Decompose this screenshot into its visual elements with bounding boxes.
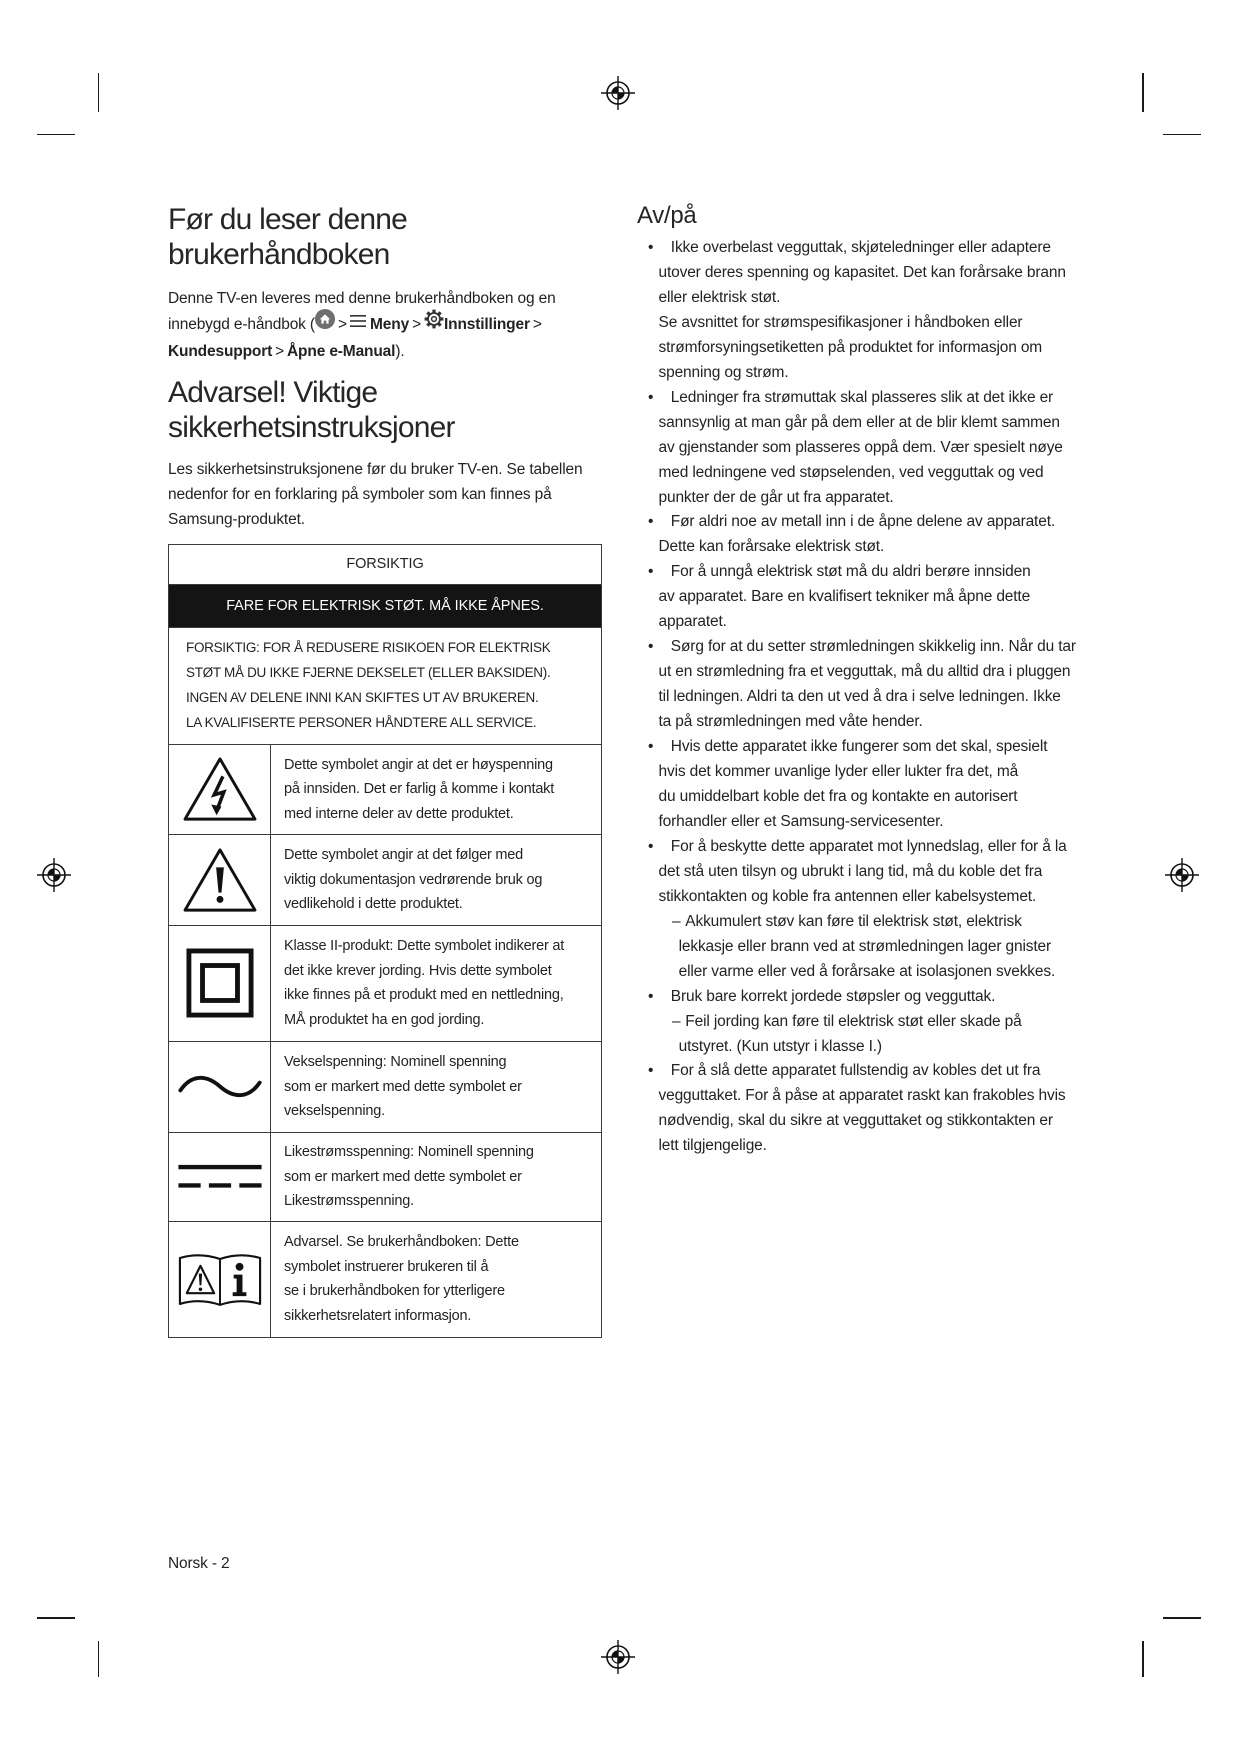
symbol-description: Vekselspenning: Nominell spenning som er markert med dette symbolet er vekselspenning. xyxy=(284,1053,522,1120)
registration-mark-icon xyxy=(598,1637,638,1677)
path-separator: > xyxy=(412,316,421,334)
bullet-marker: • xyxy=(648,513,654,531)
intro-line: Denne TV-en leveres med denne brukerhåndboken og en xyxy=(168,290,556,307)
symbol-description: Klasse II-produkt: Dette symbolet indikerer at det ikke krever jording. Hvis dette symbolet ikke finnes på et produkt med en nettledning, MÅ produktet ha en god jording. xyxy=(284,938,565,1029)
symbol-row xyxy=(169,745,601,836)
list-item xyxy=(637,510,1076,560)
menu-icon xyxy=(350,311,366,336)
list-item-text: Før aldri noe av metall inn i de åpne delene av apparatet. Dette kan forårsake elektrisk støt. xyxy=(658,513,1056,556)
ac-voltage-sine-icon xyxy=(169,1042,271,1132)
gear-icon xyxy=(424,309,444,337)
list-item xyxy=(637,236,1076,386)
crop-mark xyxy=(1142,1641,1144,1677)
intro-paragraph xyxy=(168,286,556,364)
intro-support-line xyxy=(168,339,556,364)
shock-danger-banner: FARE FOR ELEKTRISK STØT. MÅ IKKE ÅPNES. xyxy=(169,585,601,629)
warning-paragraph: Les sikkerhetsinstruksjonene før du bruker TV-en. Se tabellen nedenfor for en forklaring på symboler som kan finnes på Samsung-produktet. xyxy=(168,461,583,528)
list-item xyxy=(637,635,1076,735)
list-item xyxy=(637,1059,1076,1159)
symbol-row xyxy=(169,1042,601,1133)
symbol-description: Dette symbolet angir at det følger med viktig dokumentasjon vedrørende bruk og vedlikehold i dette produktet. xyxy=(284,847,543,913)
power-safety-list xyxy=(637,236,1076,1159)
list-item-text: Hvis dette apparatet ikke fungerer som det skal, spesielt hvis det kommer uvanlige lyder eller lukter fra det, må du umiddelbart koble det fra og kontakte en autorisert forhandler eller et Samsung-servicesenter. xyxy=(658,738,1048,830)
crop-mark xyxy=(37,1617,75,1619)
symbol-description: Likestrømsspenning: Nominell spenning som er markert med dette symbolet er Likestrømsspenning. xyxy=(284,1143,534,1210)
settings-label: Innstillinger xyxy=(443,316,530,334)
list-item xyxy=(637,985,1076,1010)
list-item-text: For å unngå elektrisk støt må du aldri berøre innsiden av apparatet. Bare en kvalifisert tekniker må åpne dette apparatet. xyxy=(658,563,1031,631)
registration-mark-icon xyxy=(598,73,638,113)
symbol-description: Advarsel. Se brukerhåndboken: Dette symbolet instruerer brukeren til å se i brukerhåndboken for ytterligere sikkerhetsrelatert informasjon. xyxy=(284,1234,519,1325)
intro-text: ). xyxy=(395,343,405,360)
bullet-marker: • xyxy=(648,563,654,581)
path-separator: > xyxy=(337,316,347,334)
list-sub-item xyxy=(637,910,1076,985)
list-item-text: For å beskytte dette apparatet mot lynnedslag, eller for å la det stå uten tilsyn og ubrukt i lang tid, må du koble det fra stikkontakten og koble fra antennen eller kabelsystemet. xyxy=(658,837,1067,905)
caution-notice: FORSIKTIG: FOR Å REDUSERE RISIKOEN FOR ELEKTRISK STØT MÅ DU IKKE FJERNE DEKSELET (ELLER BAKSIDEN). INGEN AV DELENE INNI KAN SKIFTES UT AV BRUKEREN. LA KVALIFISERTE PERSONER HÅNDTERE ALL SERVICE. xyxy=(169,628,601,744)
list-sub-item-text: Feil jording kan føre til elektrisk støt eller skade på utstyret. (Kun utstyr i klasse I.) xyxy=(678,1012,1022,1055)
path-separator: > xyxy=(532,316,542,334)
list-item xyxy=(637,835,1076,910)
menu-label: Meny xyxy=(370,316,410,334)
list-item-text: Ikke overbelast vegguttak, skjøteledninger eller adaptere utover deres spenning og kapasitet. Det kan forårsake brann eller elektrisk støt. Se avsnittet for strømspesifikasjoner i håndboken eller strømforsyningsetiketten på produktet for informasjon om spenning og strøm. xyxy=(658,239,1066,381)
dc-voltage-icon xyxy=(169,1133,271,1221)
bullet-marker: • xyxy=(648,738,654,756)
list-item xyxy=(637,386,1076,511)
manual-label: Åpne e-Manual xyxy=(287,343,396,360)
list-item-text: Ledninger fra strømuttak skal plasseres slik at det ikke er sannsynlig at man går på dem eller at de blir klemt sammen av gjenstander som plasseres oppå dem. Vær spesielt nøye med ledningene ved støpselenden, ved vegguttak og ved punkter der de går ut fra apparatet. xyxy=(658,388,1063,506)
crop-mark xyxy=(1142,73,1144,112)
bullet-marker: • xyxy=(648,239,654,256)
page-title: Før du leser denne brukerhåndboken xyxy=(168,203,408,271)
page-number: Norsk - 2 xyxy=(168,1555,230,1572)
intro-menu-path-line xyxy=(168,311,556,339)
read-manual-warning-icon xyxy=(169,1222,271,1337)
list-item xyxy=(637,735,1076,835)
list-item-text: Sørg for at du setter strømledningen skikkelig inn. Når du tar ut en strømledning fra et vegguttak, må du alltid dra i pluggen til ledningen. Aldri ta den ut ved å dra i selve ledningen. Ikke ta på strømledningen med våte hender. xyxy=(658,638,1076,731)
bullet-marker: • xyxy=(648,638,654,656)
bullet-marker: • xyxy=(648,388,654,406)
crop-mark xyxy=(1163,134,1201,136)
dash-marker: – xyxy=(672,912,681,930)
caution-table xyxy=(168,544,602,1338)
crop-mark xyxy=(98,73,100,112)
support-label: Kundesupport xyxy=(168,343,273,360)
list-sub-item-text: Akkumulert støv kan føre til elektrisk støt, elektrisk lekkasje eller brann ved at strømledningen lager gnister eller varme eller ved å forårsake at isolasjonen svekkes. xyxy=(678,912,1056,980)
registration-mark-icon xyxy=(1162,855,1202,895)
symbol-row xyxy=(169,835,601,926)
list-item-text: For å slå dette apparatet fullstendig av kobles det ut fra vegguttaket. For å påse at apparatet raskt kan frakobles hvis nødvendig, skal du sikre at vegguttaket og stikkontakten er lett tilgjengelige. xyxy=(658,1062,1066,1155)
crop-mark xyxy=(1163,1617,1201,1619)
symbol-row xyxy=(169,926,601,1042)
list-item xyxy=(637,560,1076,635)
bullet-marker: • xyxy=(648,837,654,855)
high-voltage-warning-icon xyxy=(169,745,271,835)
path-separator: > xyxy=(275,343,285,360)
symbol-row xyxy=(169,1133,601,1222)
bullet-marker: • xyxy=(648,987,654,1005)
bullet-marker: • xyxy=(648,1062,654,1080)
symbol-row xyxy=(169,1222,601,1337)
power-section-heading: Av/på xyxy=(637,202,697,229)
dash-marker: – xyxy=(672,1012,681,1030)
crop-mark xyxy=(37,134,75,136)
registration-mark-icon xyxy=(34,855,74,895)
symbol-description: Dette symbolet angir at det er høyspenning på innsiden. Det er farlig å komme i kontakt med interne deler av dette produktet. xyxy=(284,756,555,822)
class-ii-double-square-icon xyxy=(169,926,271,1041)
caution-header: FORSIKTIG xyxy=(169,545,601,585)
exclamation-warning-icon xyxy=(169,835,271,925)
intro-text: innebygd e-håndbok ( xyxy=(168,316,315,334)
list-sub-item xyxy=(637,1010,1076,1060)
warning-title: Advarsel! Viktige sikkerhetsinstruksjoner xyxy=(168,375,455,444)
list-item-text: Bruk bare korrekt jordede støpsler og vegguttak. xyxy=(670,987,996,1005)
crop-mark xyxy=(98,1641,100,1677)
home-icon xyxy=(315,309,335,337)
